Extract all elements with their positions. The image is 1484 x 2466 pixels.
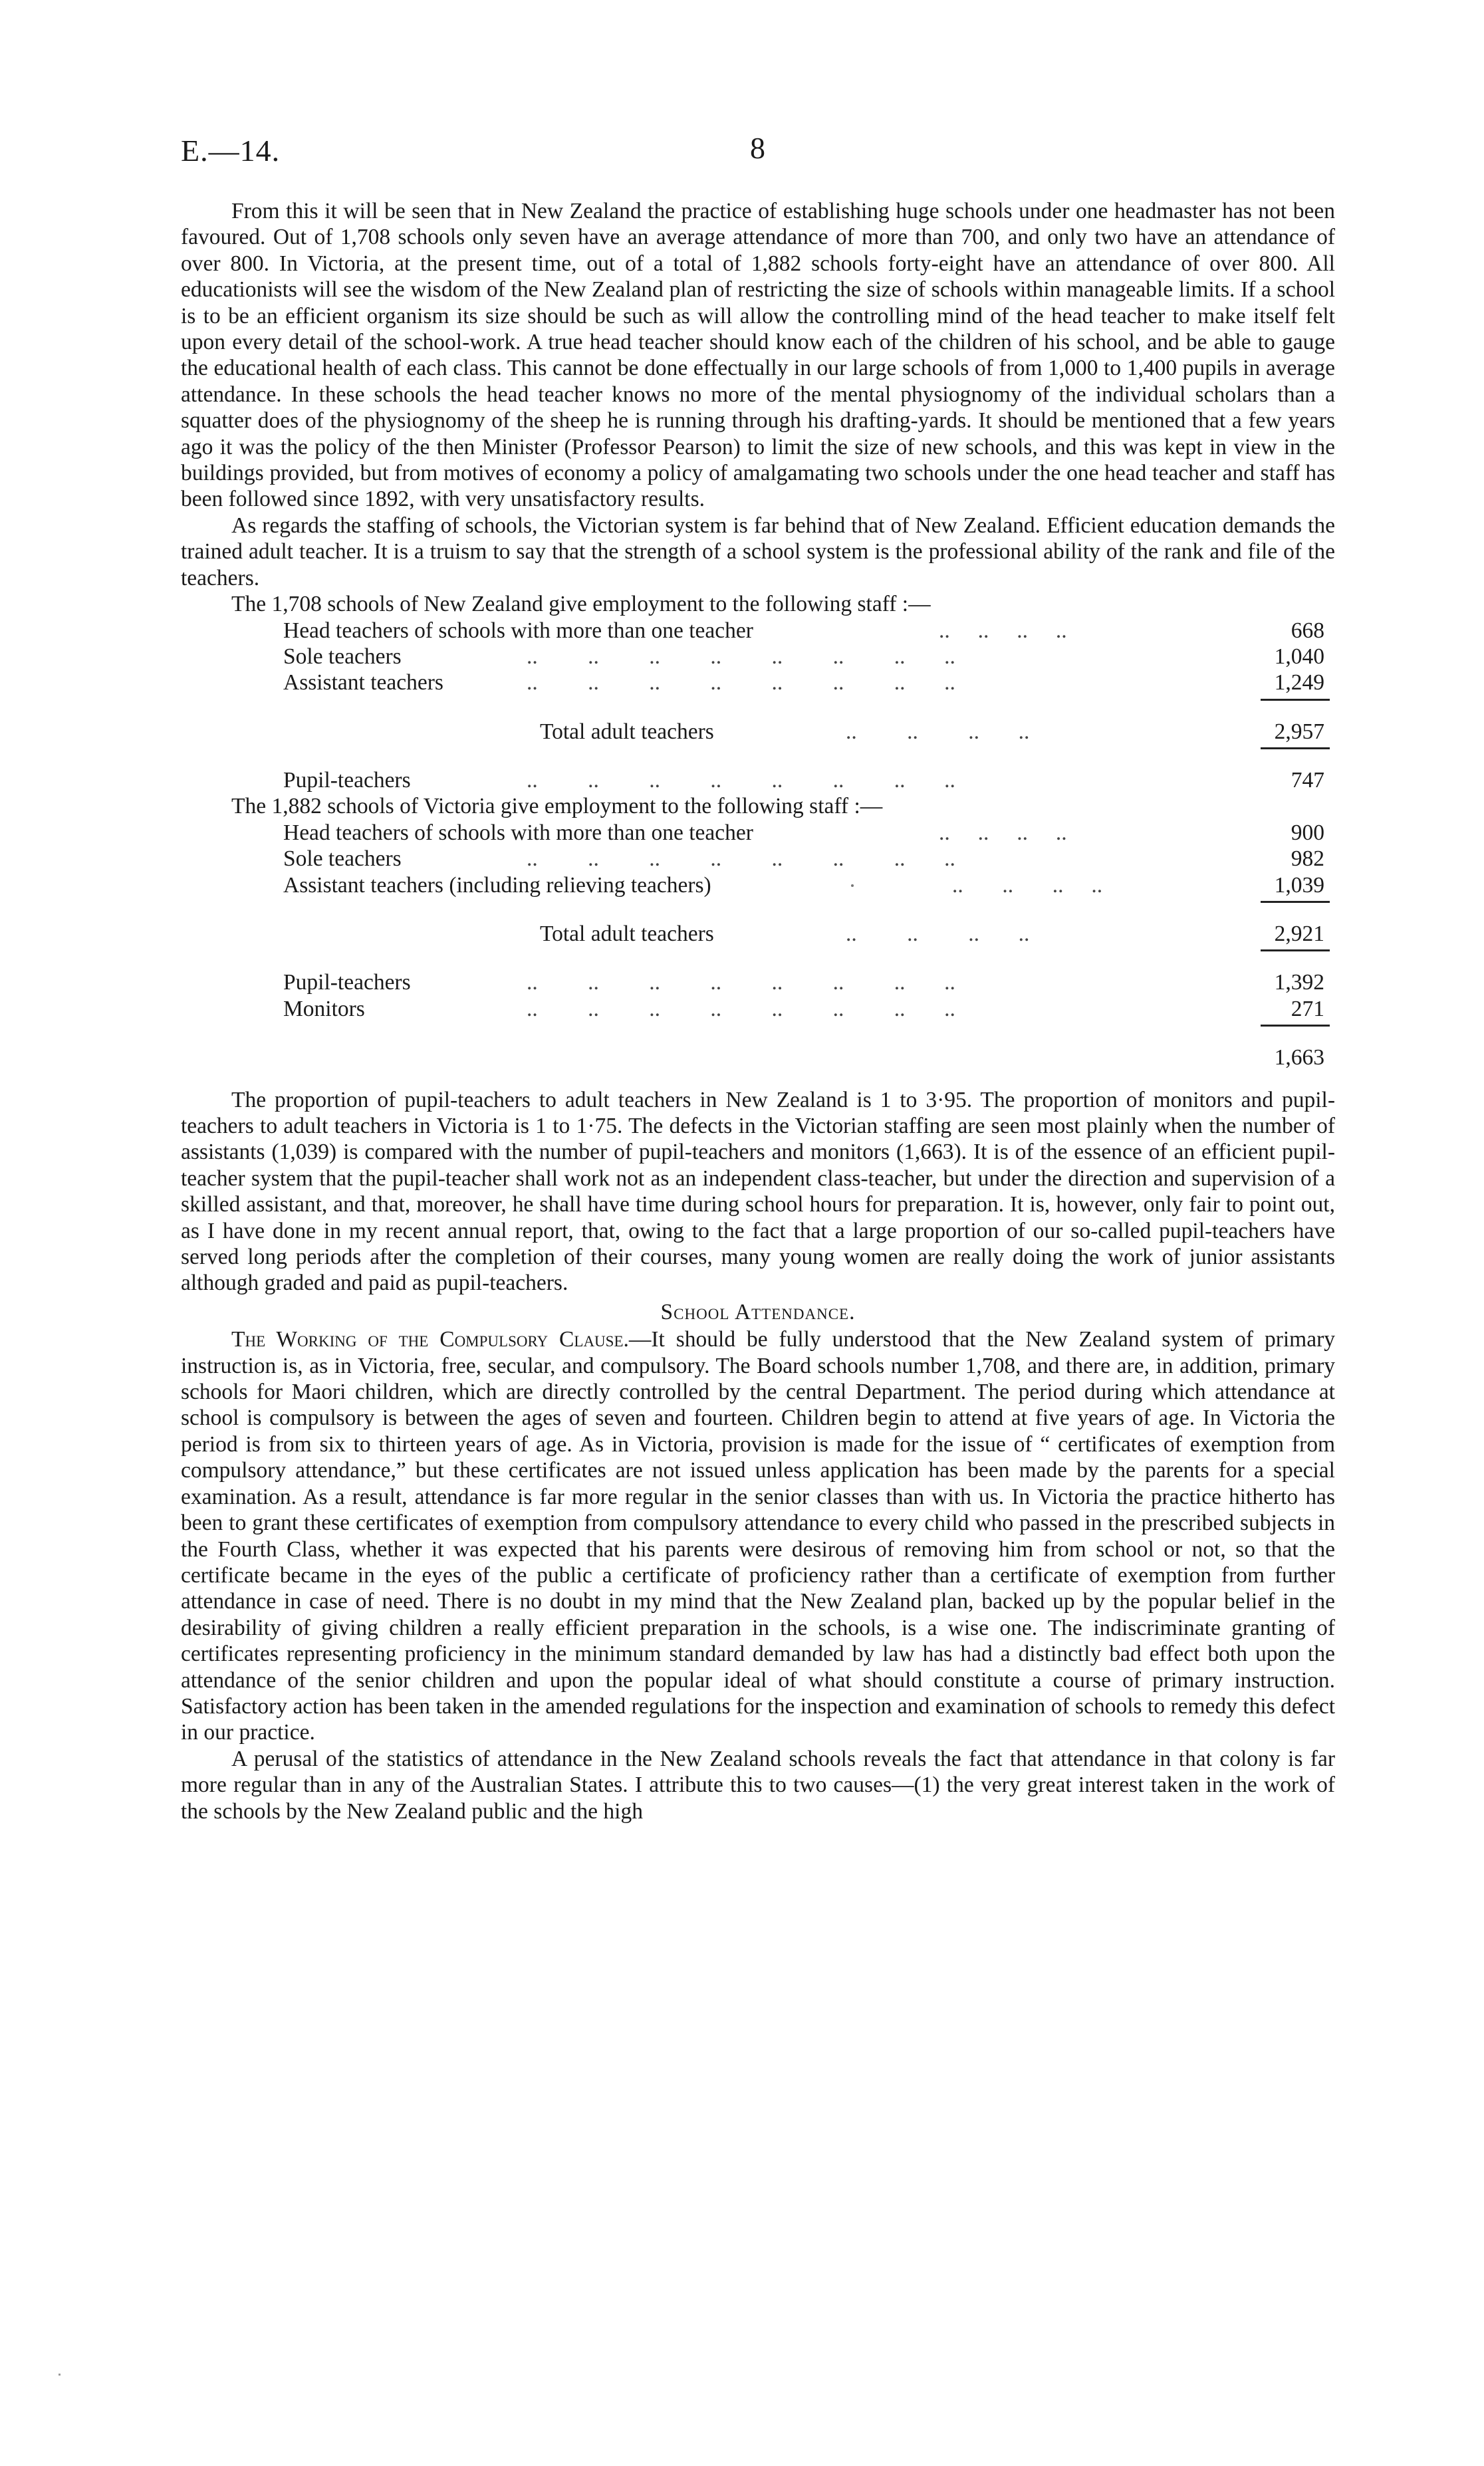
table-row <box>181 644 1335 670</box>
row-value: 271 <box>1291 996 1324 1021</box>
nz-staff-intro: The 1,708 schools of New Zealand give employment to the following staff :— <box>231 592 931 617</box>
leader-dots: .. .. .. .. .. .. .. .. <box>527 846 955 872</box>
leader-dots: .. .. .. .. <box>846 922 1030 947</box>
table-row-total <box>181 1045 1335 1070</box>
row-label: Head teachers of schools with more than one teacher <box>283 820 753 845</box>
sum-rule <box>181 947 1335 953</box>
row-value: 1,249 <box>1274 670 1324 695</box>
table-row <box>181 618 1335 644</box>
leader-dots: .. .. .. .. .. .. .. .. <box>527 644 955 669</box>
row-label: Total adult teachers <box>540 719 714 744</box>
leader-dots: .. .. .. .. .. .. .. .. <box>527 768 955 793</box>
row-value: 1,040 <box>1274 644 1324 669</box>
page-number: 8 <box>750 131 765 165</box>
sum-rule <box>181 745 1335 751</box>
vic-staff-intro: The 1,882 schools of Victoria give employment to the following staff :— <box>231 794 883 819</box>
paragraph-school-size: From this it will be seen that in New Zealand the practice of establishing huge schools under one headmaster has not been favoured. Out of 1,708 schools only seven have an average attendance of more than 700, and only two have an attendance of over 800. In Victoria, at the present time, out of a total of 1,882 schools forty-eight have an attendance of over 800. All educationists will see the wisdom of the New Zealand plan of restricting the size of schools within manageable limits. If a school is to be an efficient organism its size should be such as will allow the controlling mind of the head teacher to make itself felt upon every detail of the school-work. A true head teacher should know each of the children of his school, and be able to gauge the educational health of each class. This cannot be done effectually in our large schools of from 1,000 to 1,400 pupils in average attendance. In these schools the head teacher knows no more of the mental physiognomy of the individual scholars than a squatter does of the physiognomy of the sheep he is running through his drafting-yards. It should be mentioned that a few years ago it was the policy of the then Minister (Professor Pearson) to limit the size of new schools, and this was kept in view in the buildings provided, but from motives of economy a policy of amalgamating two schools under the one head teacher and staff has been followed since 1892, with very unsatisfactory results. <box>181 199 1335 512</box>
row-value: 1,392 <box>1274 970 1324 995</box>
sum-rule <box>181 898 1335 905</box>
row-value: 1,039 <box>1274 872 1324 898</box>
row-value: 2,921 <box>1274 922 1324 947</box>
sum-rule <box>181 696 1335 703</box>
row-label: Sole teachers <box>283 644 402 669</box>
paragraph-lead: The Working of the Compulsory Clause. <box>231 1327 629 1352</box>
table-row-total <box>181 719 1335 745</box>
report-code: E.—14. <box>181 134 281 168</box>
row-value: 1,663 <box>1274 1045 1324 1070</box>
row-label: Assistant teachers (including relieving teachers) <box>283 872 711 898</box>
row-label: Total adult teachers <box>540 922 714 947</box>
section-heading: School Attendance. <box>660 1299 856 1324</box>
row-value: 900 <box>1291 820 1324 845</box>
leader-dots: .. .. .. .. .. .. .. .. <box>527 996 955 1021</box>
leader-dots: .. .. .. .. <box>952 872 1103 898</box>
leader-dots: .. .. .. .. .. .. .. .. <box>527 670 955 695</box>
body-text <box>181 198 1335 1824</box>
vic-staff-table <box>181 820 1335 1087</box>
paragraph-attendance: A perusal of the statistics of attendance in the New Zealand schools reveals the fact that attendance in that colony is far more regular than in any of the Australian States. I attribute this to two causes—(1) the very great interest taken in the work of the schools by the New Zealand public and the high <box>181 1746 1335 1824</box>
table-row <box>181 996 1335 1022</box>
table-row <box>181 820 1335 846</box>
table-row <box>181 872 1335 898</box>
row-label: Pupil-teachers <box>283 768 411 793</box>
leader-dots: .. .. .. .. <box>939 820 1067 845</box>
row-label: Pupil-teachers <box>283 970 411 995</box>
print-speck <box>851 884 854 887</box>
table-row <box>181 846 1335 872</box>
print-speck <box>59 2374 61 2376</box>
sum-rule <box>181 1022 1335 1029</box>
leader-dots: .. .. .. .. .. .. .. .. <box>527 970 955 995</box>
table-row-total <box>181 921 1335 947</box>
row-value: 2,957 <box>1274 719 1324 744</box>
row-label: Sole teachers <box>283 846 402 872</box>
row-value: 982 <box>1291 846 1324 872</box>
row-label: Head teachers of schools with more than one teacher <box>283 618 753 643</box>
row-label: Monitors <box>283 996 365 1021</box>
row-label: Assistant teachers <box>283 670 443 695</box>
table-row <box>181 969 1335 995</box>
paragraph-staffing: As regards the staffing of schools, the Victorian system is far behind that of New Zealand. Efficient education demands the trained adult teacher. It is a truism to say that the strength of a school system is the professional ability of the rank and file of the teachers. <box>181 513 1335 590</box>
row-value: 747 <box>1291 768 1324 793</box>
table-row <box>181 767 1335 793</box>
row-value: 668 <box>1291 618 1324 643</box>
nz-staff-table <box>181 618 1335 794</box>
paragraph-compulsory <box>181 1326 1335 1746</box>
paragraph-body: —It should be fully understood that the New Zealand system of primary instruction is, as in Victoria, free, secular, and compulsory. The Board schools number 1,708, and there are, in addition, primary schools for Maori children, which are directly controlled by the central Department. The period during which attendance at school is compulsory is between the ages of seven and fourteen. Children begin to attend at five years of age. In Victoria the period is from six to thirteen years of age. As in Victoria, provision is made for the issue of “ certificates of exemption from compulsory attendance,” but these certificates are not issued unless application has been made by the parents for a special examination. As a result, attendance is far more regular in the senior classes than with us. In Victoria the practice hitherto has been to grant these certificates of exemption from compulsory attendance to every child who passed in the prescribed subjects in the Fourth Class, whether it was expected that his parents were desirous of removing him from school or not, so that the certificate became in the eyes of the public a certificate of proficiency rather than a certificate of exemption from further attendance in case of need. There is no doubt in my mind that the New Zealand plan, backed up by the popular belief in the desirability of giving children a really efficient preparation in the schools, is a wise one. The indiscriminate granting of certificates representing proficiency in the minimum standard demanded by law has had a distinctly bad effect both upon the attendance of the senior children and upon the popular ideal of what should constitute a course of primary instruction. Satisfactory action has been taken in the amended regulations for the inspection and examination of schools to remedy this defect in our practice. <box>181 1327 1335 1745</box>
leader-dots: .. .. .. .. <box>939 618 1067 643</box>
leader-dots: .. .. .. .. <box>846 719 1030 744</box>
table-row <box>181 670 1335 695</box>
paragraph-proportion: The proportion of pupil-teachers to adult teachers in New Zealand is 1 to 3·95. The proportion of monitors and pupil-teachers to adult teachers in Victoria is 1 to 1·75. The defects in the Victorian staffing are seen most plainly when the number of assistants (1,039) is compared with the number of pupil-teachers and monitors (1,663). It is of the essence of an efficient pupil-teacher system that the pupil-teacher shall work not as an independent class-teacher, but under the direction and supervision of a skilled assistant, and that, moreover, he shall have time during school hours for preparation. It is, however, only fair to point out, as I have done in my recent annual report, that, owing to the fact that a large proportion of our so-called pupil-teachers have served long periods after the completion of their courses, many young women are really doing the work of junior assistants although graded and paid as pupil-teachers. <box>181 1087 1335 1296</box>
